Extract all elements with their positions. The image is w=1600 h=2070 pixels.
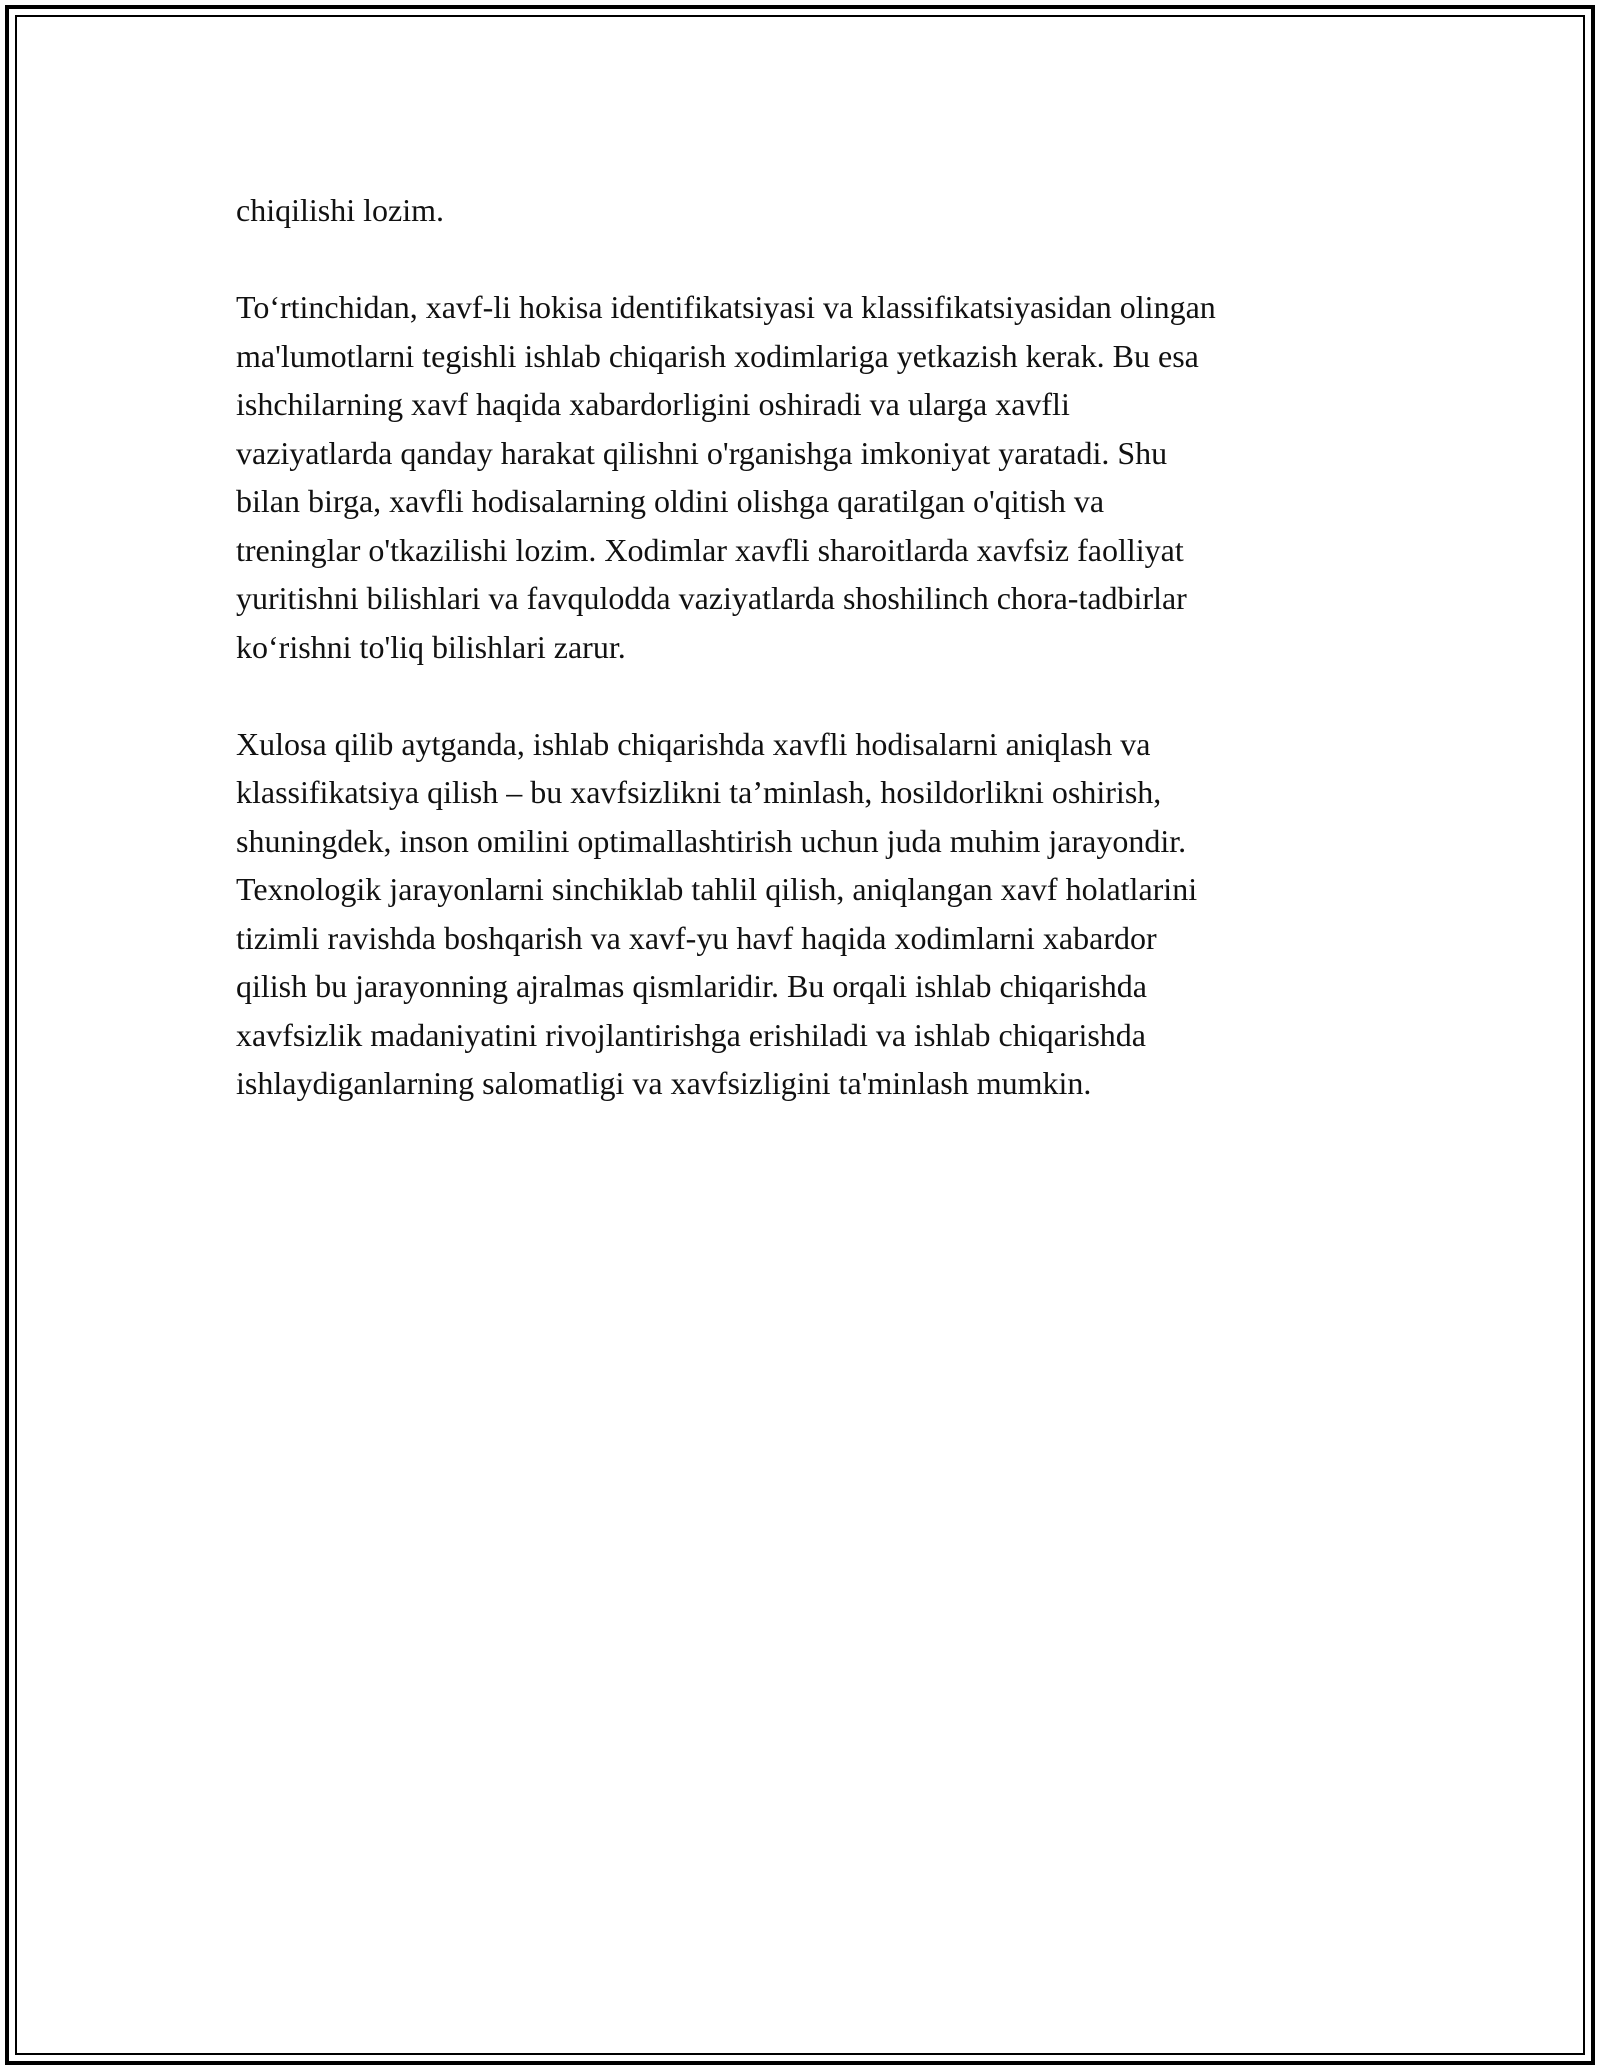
document-body xyxy=(236,186,1376,1108)
paragraph-conclusion: Xulosa qilib aytganda, ishlab chiqarishda xavfli hodisalarni aniqlash va klassifikatsiya qilish – bu xavfsizlikni ta’minlash, hosildorlikni oshirish, shuningdek, inson omilini optimallashtirish uchun juda muhim jarayondir. Texnologik jarayonlarni sinchiklab tahlil qilish, aniqlangan xavf holatlarini tizimli ravishda boshqarish va xavf-yu havf haqida xodimlarni xabardor qilish bu jarayonning ajralmas qismlaridir. Bu orqali ishlab chiqarishda xavfsizlik madaniyatini rivojlantirishga erishiladi va ishlab chiqarishda ishlaydiganlarning salomatligi va xavfsizligini ta'minlash mumkin. xyxy=(236,725,1198,1101)
paragraph-continuation: chiqilishi lozim. xyxy=(236,192,444,228)
paragraph-fourth-point: To‘rtinchidan, xavf-li hokisa identifikatsiyasi va klassifikatsiyasidan olingan ma'lumotlarni tegishli ishlab chiqarish xodimlariga yetkazish kerak. Bu esa ishchilarning xavf haqida xabardorligini oshiradi va ularga xavfli vaziyatlarda qanday harakat qilishni o'rganishga imkoniyat yaratadi. Shu bilan birga, xavfli hodisalarning oldini olishga qaratilgan o'qitish va treninglar o'tkazilishi lozim. Xodimlar xavfli sharoitlarda xavfsiz faolliyat yuritishni bilishlari va favqulodda vaziyatlarda shoshilinch chora-tadbirlar ko‘rishni to'liq bilishlari zarur. xyxy=(236,289,1216,665)
